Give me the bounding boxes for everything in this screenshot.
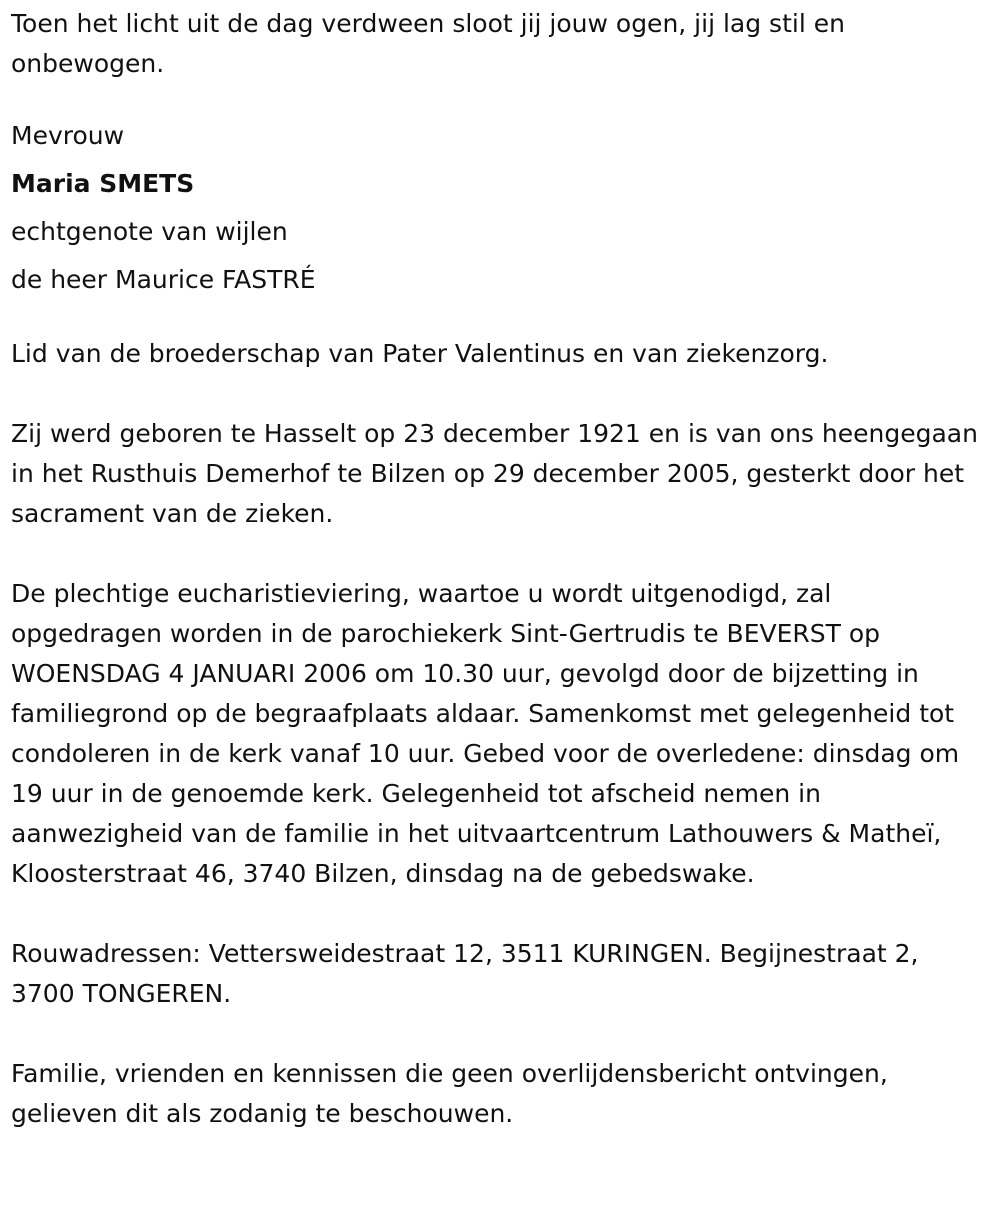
membership-paragraph: Lid van de broederschap van Pater Valentinus en van ziekenzorg.: [11, 339, 829, 368]
spouse-prefix: echtgenote van wijlen: [11, 217, 288, 246]
closing-paragraph: Familie, vrienden en kennissen die geen overlijdensbericht ontvingen, gelieven dit als zodanig te beschouwen.: [11, 1059, 888, 1128]
ceremony-paragraph: De plechtige eucharistieviering, waartoe u wordt uitgenodigd, zal opgedragen worden in de parochiekerk Sint-Gertrudis te BEVERST op WOENSDAG 4 JANUARI 2006 om 10.30 uur, gevolgd door de bijzetting in familiegrond op de begraafplaats aldaar. Samenkomst met gelegenheid tot condoleren in de kerk vanaf 10 uur. Gebed voor de overledene: dinsdag om 19 uur in de genoemde kerk. Gelegenheid tot afscheid nemen in aanwezigheid van de familie in het uitvaartcentrum Lathouwers & Matheï, Kloosterstraat 46, 3740 Bilzen, dinsdag na de gebedswake.: [11, 579, 960, 888]
intro-verse: Toen het licht uit de dag verdween sloot jij jouw ogen, jij lag stil en onbewogen.: [11, 9, 845, 78]
name-block: [11, 112, 986, 304]
birth-death-paragraph: Zij werd geboren te Hasselt op 23 december 1921 en is van ons heengegaan in het Rusthuis Demerhof te Bilzen op 29 december 2005, gesterkt door het sacrament van de zieken.: [11, 419, 978, 528]
deceased-name: Maria SMETS: [11, 169, 195, 198]
addresses-paragraph: Rouwadressen: Vettersweidestraat 12, 3511 KURINGEN. Begijnestraat 2, 3700 TONGEREN.: [11, 939, 919, 1008]
obituary-document: [11, 4, 986, 1134]
title-line: Mevrouw: [11, 121, 125, 150]
spouse-name: de heer Maurice FASTRÉ: [11, 265, 316, 294]
